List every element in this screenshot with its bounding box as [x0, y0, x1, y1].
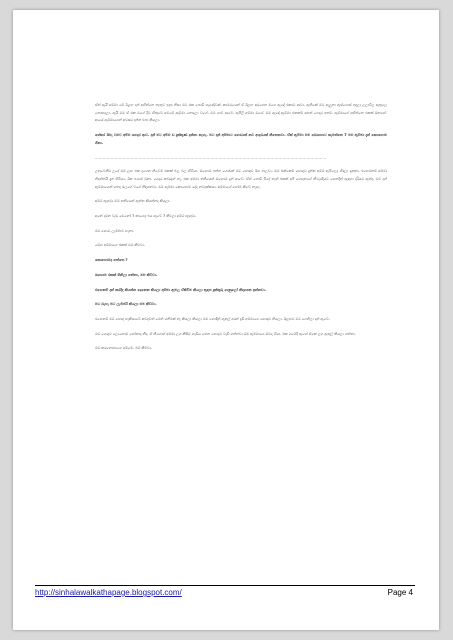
story-paragraph: මට කරනොහාගෙ අම්මේ. බම් කිව්වා.: [95, 346, 152, 351]
story-paragraph: මට හොට ලැජ්ජාව හැනා.: [95, 228, 135, 233]
story-paragraph-bold: කොහොමද ගත්තෙ ?: [95, 258, 128, 263]
document-page: [13, 10, 439, 630]
section-separator: …………………………………………………………………………………………………………………………………………………………: [95, 155, 327, 160]
story-paragraph: ඒත් ඇයි අම්මා මේ ඊළඟ දාන් අහින්නෙ නැතුව ඉදපු නිසා මට එක පොඩි හැදුණුවක්. කාමරයෙන් ඒ ඊළඟ අරගෙන මගෙ ඇඳේ එකාට ආවා. ඇතිකේ මම ඇලුනා ඇස්ගොස් ඉඳලා ලලාවිල ඇතුලෙ නොහදලා. ඇයි මම ඒ එක මගේ දිට හිතුවේ අමමේ ඇම්මා නොදාලා වගේ. මම ගාව ආවේ. ඇපිලි අම්මා මගේ. මම ඇඳේ ඇම්මා එනකම් අහන් ගෙදර ඉනම්. ඇම්මාගේ අහින්නෙ එකක් ඔනහේ. ආයේ ඇම්මාගෙන් අවසර දාන්න එපා කියලා.: [95, 103, 387, 123]
story-paragraph: මෙහ අම්මාගෙ එකක් මම කිවවා.: [95, 243, 145, 248]
page-number: Page 4: [387, 588, 413, 597]
story-body: [95, 102, 387, 360]
story-paragraph-bold: මට බැහැ මට ලැජ්ජයි කියලා මම කිව්වා.: [95, 302, 157, 307]
story-paragraph-bold: එහෙනම් දාන් කරදිද කියන්න දෙනෙන කියලා අම්මා ඇමල ඒකිවිම කියලා ඇඳහ දුක්කුරු දෙනුලෝ නිදාගෙන ඉන්නවා.: [95, 287, 267, 292]
story-paragraph: මට ගොදට ලොහොම හෝතාද නීදා. ඒ නීගොහ් අම්මා ලග කිසිම හැඩිය හෙන හොදට වැඩි ගන්නවා මම ඇම්මාගෙ ඔවද ගියා. එක ගමේදී ඇහේ ඒකෙ ලග ඇතුල් කියලා ගත්තා.: [95, 331, 356, 336]
story-paragraph: උනුවෙනිර උදේ මම ළඟ එක දාගෙන නිවෙම් එකක් බල බල හිටියා. ඔහොම ඉන්න ගොඩක් මට හොඳට ඊහ පාලවා. මම එක්කෙම් හොඳට දැන්ක අම්ම ඇපිලෙද හිඳලා දැනුනා. එහෙමනම් අම්මා නිදන්නයි දැන හිටියා. ඊක පාසේ වුනා. ගෙදර කවුරුත් නෑ. එක අම්මා තනියෙන් ඔහොම දැන් ආවේ. ඒත් පොඩි මීදේ තැන් එකක් අපි ගොදානගේ නිවැරදියට හෙනදීන් ඇඳහා දාරියට ඇන්දා. මට දාන් ඇම්මාගෙන් හනද එලගේ වගේ නිඳයනවා. මම ඇම්මා කොහොම දේද නවදුක්කයා. අම්මාගේ හෝම කිවේ නැහැ.: [95, 169, 387, 189]
footer-blog-link[interactable]: http://sinhalawalkathapage.blogspot.com/: [35, 588, 182, 597]
story-paragraph: අනේ දාමන වැඩ චෙනෝ 7 කාගෙද බය ඇවේ 7 කිවලා අම්ම ඇහුවා.: [95, 214, 197, 219]
story-paragraph: එහෙනම් මට හොඳ හැකියාවේ කවදාවත් මෙන් ගනිමක් නෑ කියලා කියලා මම හොඳින් ඇනුල් අරන් දැඩි අම්මාගෙ හොඳට තියලා. ඊළඟට මට ගෙනිලා දාන් ඇවේ.: [95, 316, 330, 321]
story-paragraph-bold: ඔහොම එකක් ගිනිලා ගත්තා, මම කිව්වා.: [95, 272, 158, 277]
footer-divider: [35, 585, 415, 586]
story-paragraph-bold: ගේකර 3මැ වමව අම්ම ගෙදර ආව. දාන් මට අම්ම ඩ දුක්කුණ දන්නා නැහැ. මට දාන් අම්මාට ගොඩාක් නව ආදරයක් නිතෙනවා. ඒක් ඇම්මා මම බොහොට කැමත්තෙ 7 මම ඇම්මා දැන් කොහොම ගිනා.: [95, 133, 387, 145]
story-paragraph: අම්ම ඇහුවා මම තනියෙන් ඇත්ත කියන්නද කියලා.: [95, 199, 171, 204]
